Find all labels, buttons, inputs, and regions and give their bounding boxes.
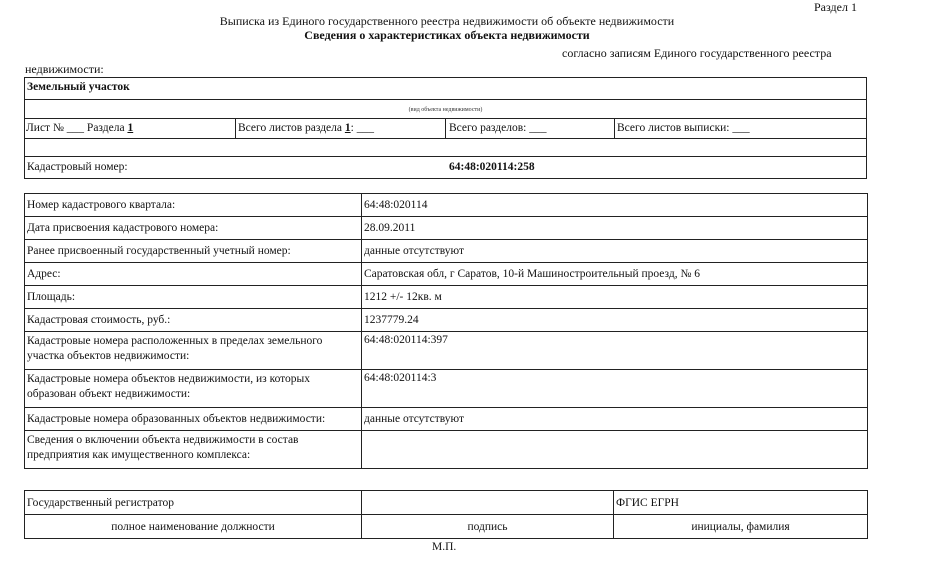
row-label: Кадастровые номера образованных объектов недвижимости: (25, 408, 362, 431)
caption-signature: подпись (362, 515, 614, 539)
row-label: Кадастровые номера объектов недвижимости, из которых образован объект недвижимости: (25, 370, 362, 408)
registrar-position: Государственный регистратор (25, 491, 362, 515)
row-label: Кадастровая стоимость, руб.: (25, 309, 362, 332)
caption-position: полное наименование должности (25, 515, 362, 539)
object-type: Земельный участок (27, 81, 130, 93)
row-value: 1212 +/- 12кв. м (362, 286, 868, 309)
row-value: 28.09.2011 (362, 217, 868, 240)
row-label: Адрес: (25, 263, 362, 286)
row-value: 64:48:020114 (362, 194, 868, 217)
row-value: 64:48:020114:3 (362, 370, 868, 408)
section-label: Раздел 1 (814, 0, 857, 14)
row-value: 1237779.24 (362, 309, 868, 332)
table-row (25, 408, 868, 431)
table-row (25, 286, 868, 309)
document-subtitle: Сведения о характеристиках объекта недвижимости (304, 28, 590, 42)
characteristics-table (24, 193, 868, 469)
table-row (25, 240, 868, 263)
row-label: Ранее присвоенный государственный учетный номер: (25, 240, 362, 263)
table-row (25, 332, 868, 370)
row-value: данные отсутствуют (362, 240, 868, 263)
row-label: Дата присвоения кадастрового номера: (25, 217, 362, 240)
row-value: 64:48:020114:397 (362, 332, 868, 370)
row-label: Площадь: (25, 286, 362, 309)
header-registry-line: согласно записям Единого государственного реестра (562, 46, 832, 60)
row-label: Сведения о включении объекта недвижимости в состав предприятия как имущественного комплекса: (25, 431, 362, 469)
registrar-signature (362, 491, 614, 515)
stamp-place: М.П. (432, 541, 457, 553)
table-row (25, 263, 868, 286)
row-value: Саратовская обл, г Саратов, 10-й Машиностроительный проезд, № 6 (362, 263, 868, 286)
table-row (25, 370, 868, 408)
table-row (25, 217, 868, 240)
table-row (25, 431, 868, 469)
object-type-caption: (вид объекта недвижимости) (408, 107, 483, 113)
registrar-name: ФГИС ЕГРН (614, 491, 868, 515)
total-section-sheets: Всего листов раздела 1: ___ (238, 122, 374, 134)
signature-table (24, 490, 868, 539)
total-sections: Всего разделов: ___ (449, 122, 547, 134)
row-label: Кадастровые номера расположенных в пределах земельного участка объектов недвижимости: (25, 332, 362, 370)
sheet-number: Лист № ___ Раздела 1 (26, 122, 134, 134)
row-label: Номер кадастрового квартала: (25, 194, 362, 217)
row-value: данные отсутствуют (362, 408, 868, 431)
row-value (362, 431, 868, 469)
object-block (24, 77, 867, 179)
header-registry-line-end: недвижимости: (25, 62, 104, 76)
table-row (25, 194, 868, 217)
cadastral-number-value: 64:48:020114:258 (449, 161, 535, 173)
table-row (25, 491, 868, 515)
table-row (25, 515, 868, 539)
cadastral-number-label: Кадастровый номер: (27, 161, 128, 173)
table-row (25, 309, 868, 332)
total-extract-sheets: Всего листов выписки: ___ (617, 122, 750, 134)
caption-name: инициалы, фамилия (614, 515, 868, 539)
document-title: Выписка из Единого государственного реестра недвижимости об объекте недвижимости (219, 14, 675, 28)
